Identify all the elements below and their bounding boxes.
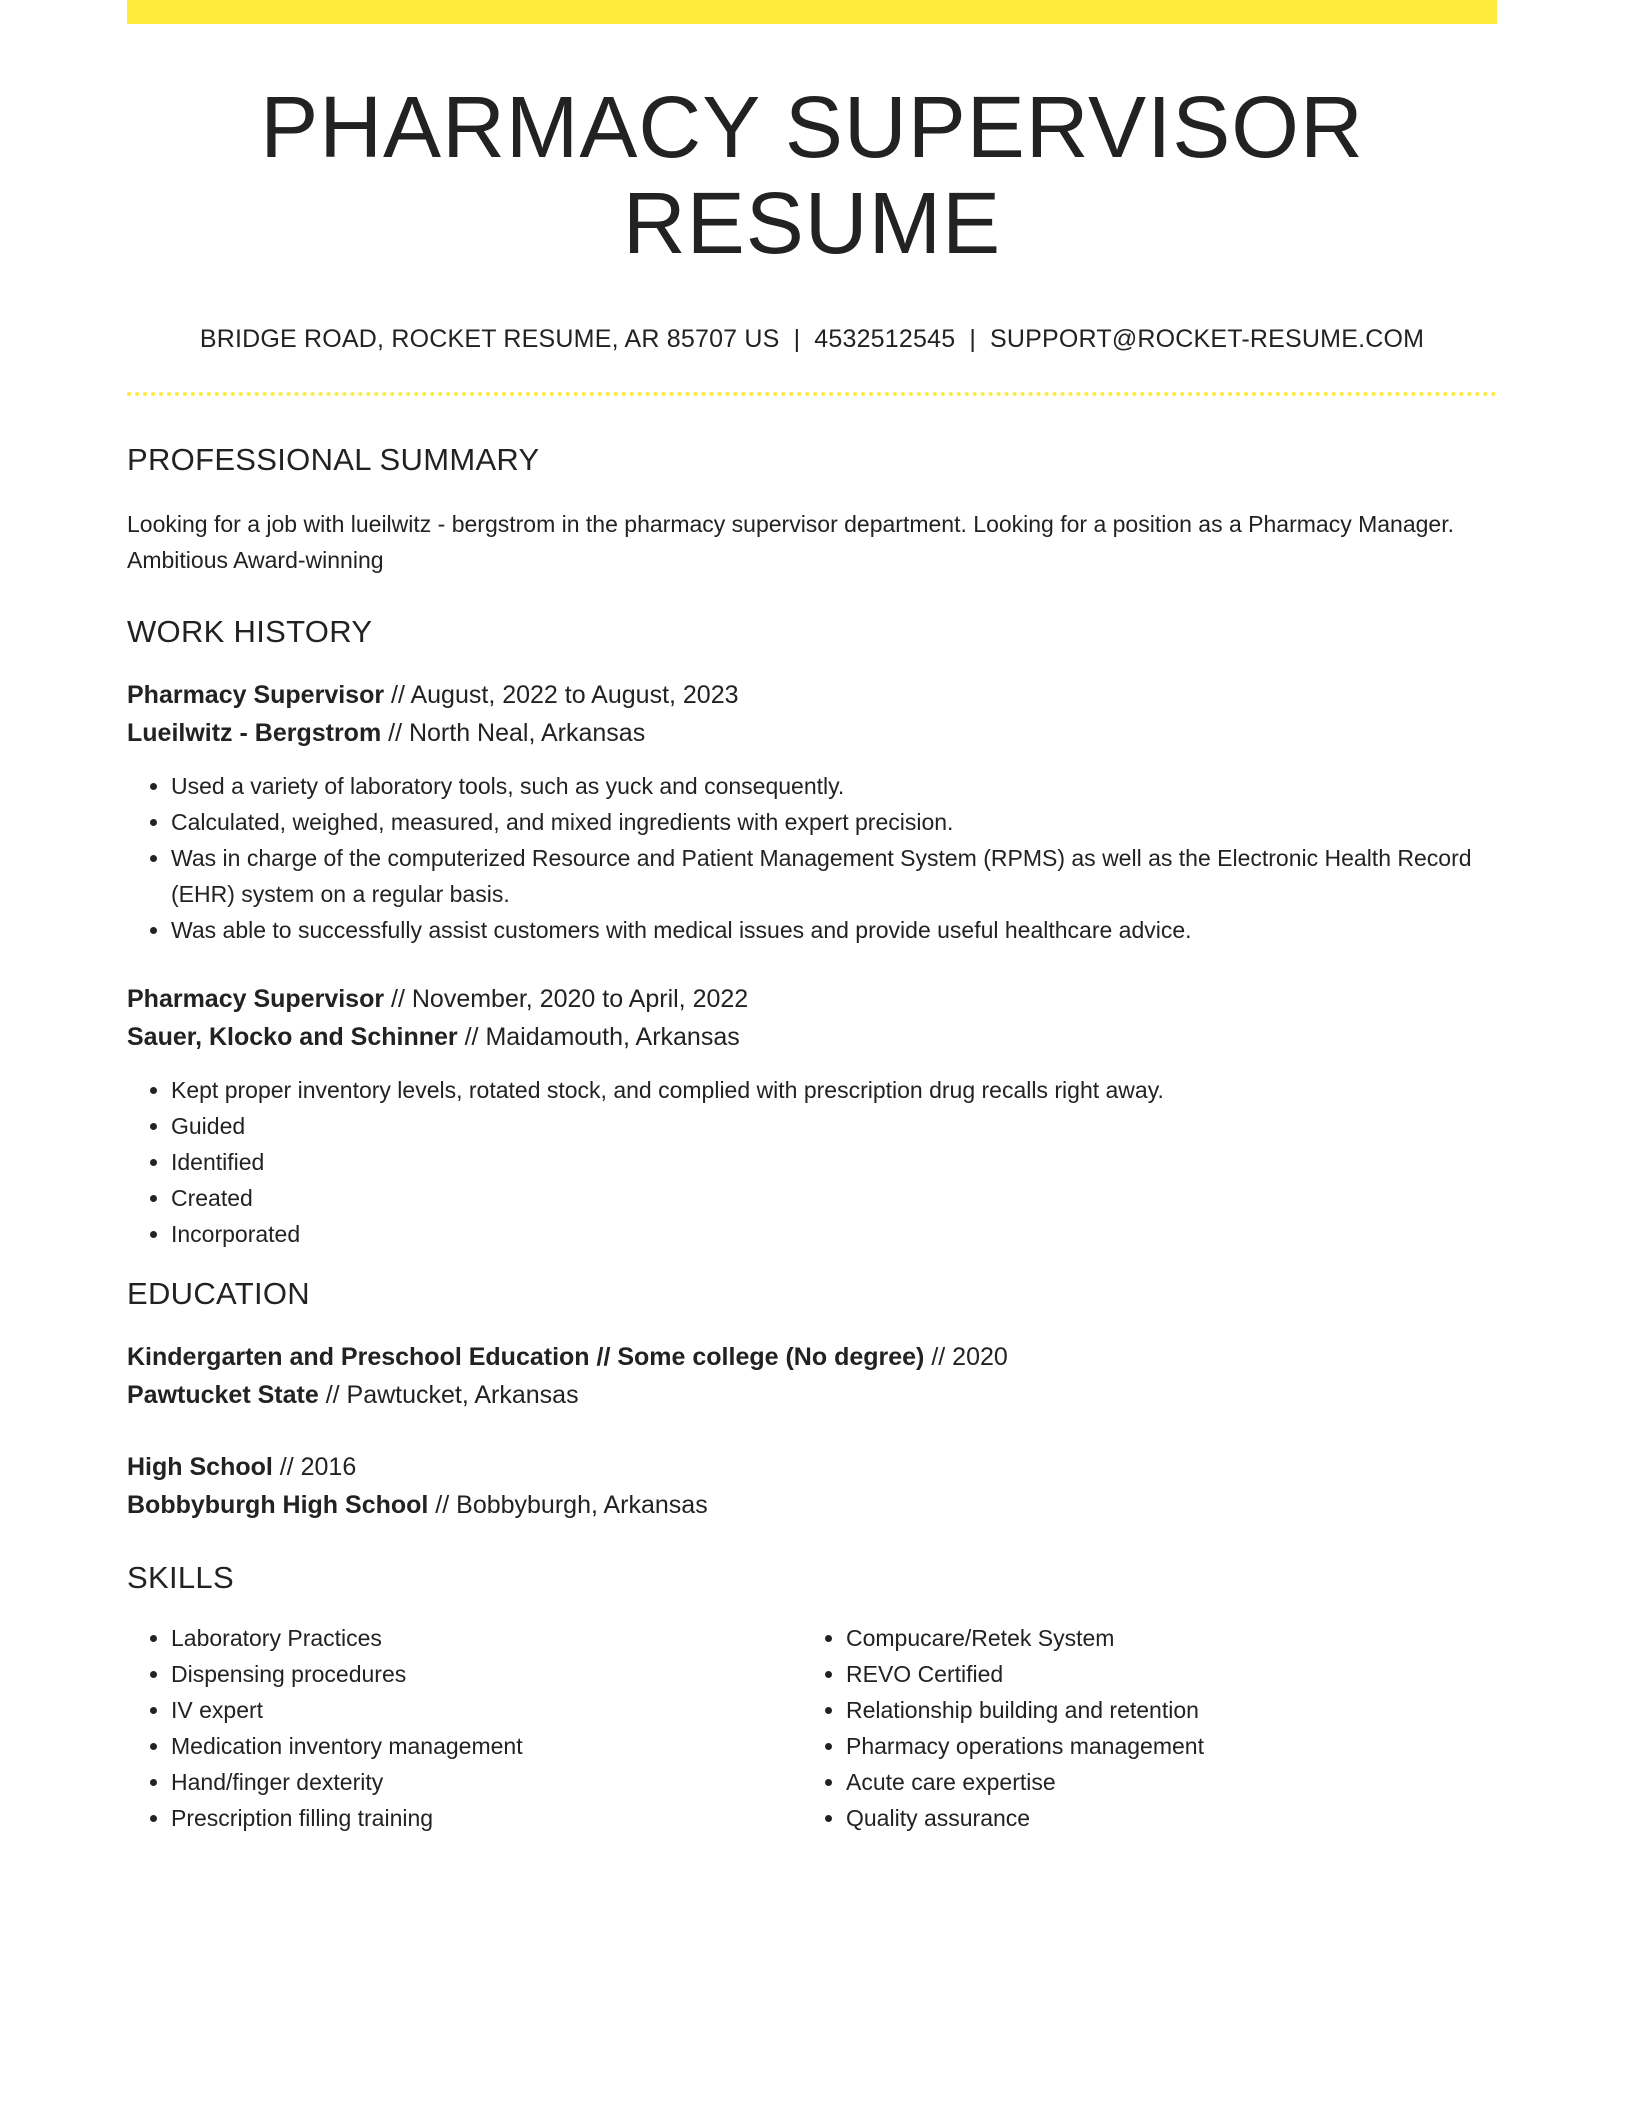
job-title: Pharmacy Supervisor: [127, 985, 385, 1014]
list-item: • Used a variety of laboratory tools, such as yuck and consequently.: [171, 768, 1497, 804]
contact-line: [127, 325, 1497, 354]
list-item: • Was in charge of the computerized Resource and Patient Management System (RPMS) as well as the Electronic Health Record (EHR) system on a regular basis.: [171, 840, 1497, 912]
job-company-line: [127, 1018, 1497, 1056]
job-location: // North Neal, Arkansas: [381, 719, 646, 748]
contact-address: BRIDGE ROAD, ROCKET RESUME, AR 85707 US: [199, 325, 780, 354]
school-location: // Pawtucket, Arkansas: [318, 1381, 579, 1410]
skill-item: • Pharmacy operations management: [846, 1728, 1477, 1764]
job-company: Sauer, Klocko and Schinner: [127, 1023, 458, 1052]
summary-text: Looking for a job with lueilwitz - bergstrom in the pharmacy supervisor department. Looking for a position as a Pharmacy Manager. Ambitious Award-winning: [127, 511, 1454, 574]
skills-left-column: [127, 1620, 802, 1836]
degree-year: // 2020: [924, 1343, 1008, 1372]
education-heading: EDUCATION: [127, 1276, 310, 1312]
skill-item: • Compucare/Retek System: [846, 1620, 1477, 1656]
skill-item: • Dispensing procedures: [171, 1656, 802, 1692]
degree-name: High School: [127, 1453, 273, 1482]
dotted-divider: [127, 392, 1497, 396]
job-location: // Maidamouth, Arkansas: [457, 1023, 740, 1052]
job-company: Lueilwitz - Bergstrom: [127, 719, 382, 748]
job-title-line: [127, 676, 1497, 714]
skill-item: • REVO Certified: [846, 1656, 1477, 1692]
accent-top-bar: [127, 0, 1497, 24]
skill-item: • Prescription filling training: [171, 1800, 802, 1836]
skill-item: • Quality assurance: [846, 1800, 1477, 1836]
school-name: Pawtucket State: [127, 1381, 319, 1410]
resume-page: [127, 0, 1497, 1836]
job-title-line: [127, 980, 1497, 1018]
contact-phone: 4532512545: [814, 325, 956, 354]
resume-title: PHARMACY SUPERVISOR RESUME: [260, 79, 1364, 272]
job-title: Pharmacy Supervisor: [127, 681, 385, 710]
school-name: Bobbyburgh High School: [127, 1491, 429, 1520]
summary-heading: PROFESSIONAL SUMMARY: [127, 442, 540, 478]
school-location: // Bobbyburgh, Arkansas: [428, 1491, 708, 1520]
job-dates: // November, 2020 to April, 2022: [384, 985, 749, 1014]
skill-item: • Medication inventory management: [171, 1728, 802, 1764]
education-entry: [127, 1448, 1497, 1524]
list-item: • Kept proper inventory levels, rotated stock, and complied with prescription drug recalls right away.: [171, 1072, 1497, 1108]
job-company-line: [127, 714, 1497, 752]
skill-item: • Acute care expertise: [846, 1764, 1477, 1800]
job-dates: // August, 2022 to August, 2023: [384, 681, 739, 710]
degree-line: [127, 1448, 1497, 1486]
school-line: [127, 1376, 1497, 1414]
degree-line: [127, 1338, 1497, 1376]
job-bullets: [127, 768, 1497, 948]
school-line: [127, 1486, 1497, 1524]
work-history-heading: WORK HISTORY: [127, 614, 373, 650]
job-bullets: [127, 1072, 1497, 1252]
list-item: • Incorporated: [171, 1216, 1497, 1252]
list-item: • Was able to successfully assist customers with medical issues and provide useful healthcare advice.: [171, 912, 1497, 948]
job-entry: [127, 980, 1497, 1056]
list-item: • Calculated, weighed, measured, and mixed ingredients with expert precision.: [171, 804, 1497, 840]
skill-item: • IV expert: [171, 1692, 802, 1728]
skill-item: • Relationship building and retention: [846, 1692, 1477, 1728]
degree-name: Kindergarten and Preschool Education // Some college (No degree): [127, 1343, 925, 1372]
job-entry: [127, 676, 1497, 752]
contact-separator: |: [793, 325, 801, 354]
list-item: • Created: [171, 1180, 1497, 1216]
contact-separator: |: [969, 325, 977, 354]
skill-item: • Hand/finger dexterity: [171, 1764, 802, 1800]
skills-right-column: [802, 1620, 1477, 1836]
skills-grid: [127, 1620, 1497, 1836]
list-item: • Guided: [171, 1108, 1497, 1144]
skill-item: • Laboratory Practices: [171, 1620, 802, 1656]
education-entry: [127, 1338, 1497, 1414]
degree-year: // 2016: [272, 1453, 357, 1482]
skills-heading: SKILLS: [127, 1560, 234, 1596]
contact-email: SUPPORT@ROCKET-RESUME.COM: [990, 325, 1425, 354]
list-item: • Identified: [171, 1144, 1497, 1180]
